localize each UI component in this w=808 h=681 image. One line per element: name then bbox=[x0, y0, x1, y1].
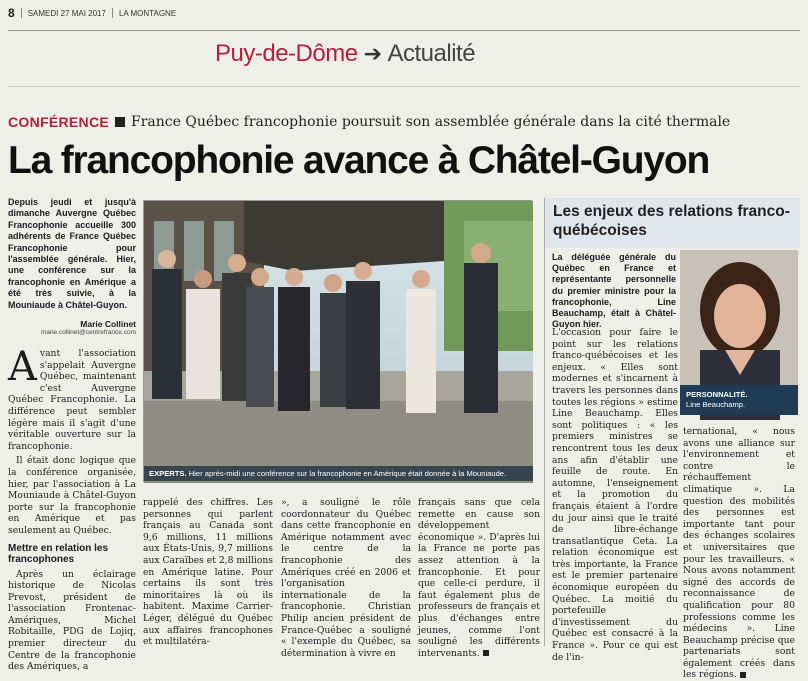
paragraph-text: français sans que cela remette en cause son développement économique ». D'après lui la France ne porte pas assez attention à la francophonie. Et pour que celle-ci perdure, il faut également plus de professeurs de français et plus d'échanges entre jeunes, comme l'ont souligné les différents intervenants. bbox=[418, 497, 540, 659]
subsection-name: Actualité bbox=[387, 40, 476, 67]
square-bullet-icon bbox=[115, 117, 125, 127]
section-rubric bbox=[215, 40, 475, 68]
author-signature bbox=[8, 319, 136, 336]
article-column-3: », a souligné le rôle coordonnateur du Québec dans cette francophonie en Amérique notamment avec le centre de la francophonie des Amériques créé en 2006 et l'organisation internationale de la francophonie. Christian Philip ancien président de France-Québec a souligné « l'exemple du Québec, sa détermination à vivre en bbox=[281, 497, 411, 659]
article-column-2: rappelé des chiffres. Les personnes qui parlent français au Canada sont 9,6 millions, 11 millions aux États-Unis, 9,7 millions aux Caraïbes et 2,8 millions en Amérique latine. Pour certains ils sont très minoritaires là où ils habitent. Maxime Carrier-Léger, délégué du Québec aux affaires francophones et multilatéra- bbox=[143, 497, 273, 648]
header-divider bbox=[112, 8, 113, 18]
portrait-caption bbox=[680, 385, 798, 415]
end-mark-icon bbox=[483, 650, 489, 656]
kicker-text: France Québec francophonie poursuit son assemblée générale dans la cité thermale bbox=[131, 114, 731, 130]
photo-caption bbox=[144, 466, 533, 482]
paragraph-text: ternational, « nous avons une alliance sur l'environnement et contre le réchauffement climatique ». La question des mobilités des personnes est importante tant pour des échanges scolaires et universitaires que pour les travailleurs. « Nous avons notamment signé des accords de reconnaissance de qualification pour 80 professions comme les médecins ». Line Beauchamp précise que partenariats sont également créés dans les régions. bbox=[683, 426, 795, 681]
portrait-name: Line Beauchamp. bbox=[686, 400, 746, 409]
rubric-rule bbox=[8, 86, 800, 87]
article-lead: Depuis jeudi et jusqu'à dimanche Auvergne Québec Francophonie accueille 300 adhérents de France Québec Francophonie pour l'assemblée générale. Hier, une conférence sur la francophonie en Amérique a été très suivie, à la Mouniaude à Châtel-Guyon. bbox=[8, 197, 136, 310]
article-photo bbox=[143, 200, 532, 482]
author-name: Marie Collinet bbox=[80, 319, 136, 329]
article-kicker bbox=[8, 114, 730, 130]
article-column-4 bbox=[418, 497, 540, 659]
page-header bbox=[8, 6, 800, 20]
section-name: Puy-de-Dôme bbox=[215, 40, 358, 67]
caption-text: Hier après-midi une conférence sur la francophonie en Amérique était donnée à la Mouniaude. bbox=[188, 468, 507, 478]
arrow-right-icon: ➔ bbox=[363, 41, 382, 66]
group-photo-illustration bbox=[144, 201, 533, 483]
paragraph: Il était donc logique que la conférence organisée, hier, par l'association à La Mouniaude à Châtel-Guyon porte sur la francophonie en Amérique et pas seulement au Québec. bbox=[8, 455, 136, 536]
article-subhead: Mettre en relation les francophones bbox=[8, 542, 109, 565]
header-divider bbox=[21, 8, 22, 18]
author-email: marie.collinet@centrefrance.com bbox=[40, 329, 136, 336]
paragraph: Après un éclairage historique de Nicolas Prevost, président de l'association Frontenac-Amériques, Michel Robitaille, PDG de Lojiq, premier directeur du Centre de la francophonie des Amériques, a bbox=[8, 568, 136, 673]
kicker-tag: CONFÉRENCE bbox=[8, 114, 110, 130]
header-rule bbox=[8, 30, 800, 31]
page-number: 8 bbox=[8, 6, 15, 20]
issue-date: SAMEDI 27 MAI 2017 bbox=[27, 8, 106, 18]
article-headline: La francophonie avance à Châtel-Guyon bbox=[8, 139, 710, 182]
paragraph-text: vant l'association s'appelait Auvergne Québec, maintenant c'est Auvergne Québec Francophonie. La différence peut sembler légère mais il s'agit d'une véritable ouverture sur la francophonie. bbox=[8, 348, 136, 452]
sidebar-lead: La déléguée générale du Québec en France et représentante personnelle du premier ministre pour la francophonie, Line Beauchamp, était à Châtel-Guyon hier. bbox=[552, 252, 676, 330]
article-column-1 bbox=[8, 344, 136, 673]
sidebar-column-2 bbox=[683, 426, 795, 681]
publication-name: LA MONTAGNE bbox=[118, 8, 177, 18]
portrait-label: PERSONNALITÉ. bbox=[686, 390, 748, 399]
portrait-photo bbox=[680, 250, 798, 415]
sidebar-title: Les enjeux des relations franco-québécoises bbox=[553, 203, 790, 239]
caption-label: EXPERTS. bbox=[149, 468, 187, 478]
end-mark-icon bbox=[740, 672, 746, 678]
paragraph bbox=[8, 344, 136, 452]
sidebar-column-1: L'occasion pour faire le point sur les relations franco-québécoises et les enjeux. « Elles sont modernes et s'incarnent à travers les personnes dans toutes les régions » estime Line Beauchamp. Elles sont politiques : « les premiers ministres se rencontrent tous les deux ans afin d'établir une feuille de route. En automne, l'enseignement et la promotion du français étaient à l'ordre du jour ainsi que le traité de libre-échange transatlantique Ceta. La relation économique est très importante, la France est le premier partenaire économique européen du Québec. La moitié du portefeuille d'investissement du Québec est consacré à la France ». Pour ce qui est de l'in- bbox=[552, 327, 678, 663]
drop-cap: A bbox=[8, 344, 37, 390]
